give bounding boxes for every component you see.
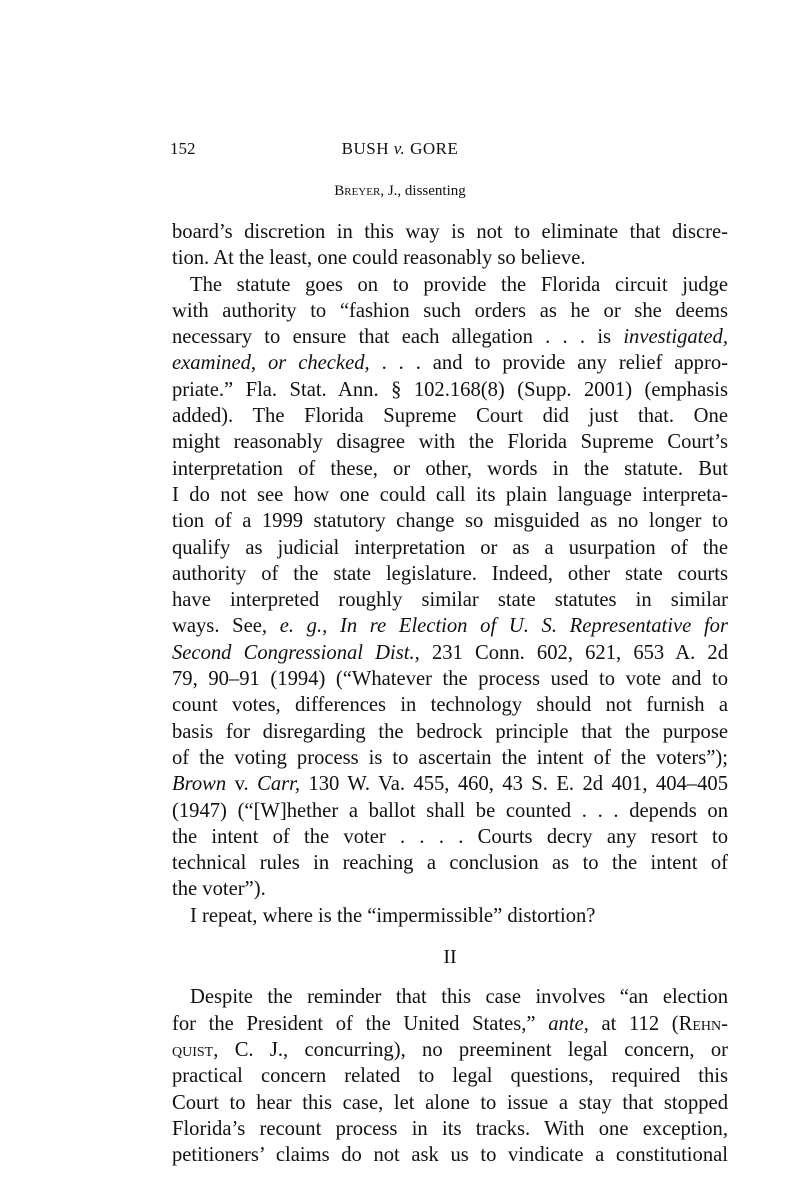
text-line (172, 640, 728, 666)
text-line: I do not see how one could call its plain language interpreta- (172, 483, 728, 506)
text-line: board’s discretion in this way is not to eliminate that discre- (172, 221, 728, 243)
text-line: (1947) (“[W]hether a ballot shall be counted . . . depends on (172, 799, 728, 822)
text-line: of the voting process is to ascertain the intent of the voters”); (172, 746, 728, 769)
text-line (172, 1037, 728, 1063)
text-line (172, 1011, 728, 1037)
page-number: 152 (170, 139, 196, 158)
running-head (0, 139, 800, 159)
text-line: count votes, differences in technology should not furnish a (172, 694, 728, 717)
text-run: ways. See, (172, 615, 280, 638)
text-line: the intent of the voter . . . . Courts decry any resort to (172, 825, 728, 848)
opinion-author: Breyer (334, 183, 381, 199)
justice-name: Rehn- (678, 1012, 728, 1035)
text-line: might reasonably disagree with the Florida Supreme Court’s (172, 431, 728, 454)
text-line: added). The Florida Supreme Court did just that. One (172, 405, 728, 428)
case-citation: Carr, (257, 773, 301, 796)
text-line (172, 324, 728, 350)
text-line (172, 771, 728, 797)
text-run: v. (226, 773, 258, 796)
running-title-post: GORE (405, 139, 459, 158)
text-line: priate.” Fla. Stat. Ann. § 102.168(8) (Supp. 2001) (emphasis (172, 378, 728, 401)
text-line: the voter”). (172, 878, 266, 901)
opinion-subhead (0, 183, 800, 200)
opinion-body (172, 219, 728, 1168)
text-line: Despite the reminder that this case involves “an election (190, 986, 728, 1009)
text-line: 79, 90–91 (1994) (“Whatever the process used to vote and to (172, 668, 728, 691)
emphasis-text: ante, (548, 1012, 589, 1035)
text-line: interpretation of these, or other, words in the statute. But (172, 457, 728, 480)
text-line: have interpreted roughly similar state statutes in similar (172, 589, 728, 612)
text-line: basis for disregarding the bedrock principle that the purpose (172, 720, 728, 743)
text-run: 231 Conn. 602, 621, 653 A. 2d (419, 641, 728, 664)
running-title-v: v. (393, 139, 406, 158)
text-line (172, 350, 728, 376)
text-line: petitioners’ claims do not ask us to vindicate a constitutional (172, 1144, 728, 1167)
text-line: tion of a 1999 statutory change so misguided as no longer to (172, 510, 728, 533)
text-run: 130 W. Va. 455, 460, 43 S. E. 2d 401, 404–405 (300, 773, 728, 796)
case-citation: Second Congressional Dist., (172, 641, 420, 664)
text-line (172, 613, 728, 639)
case-citation: e. g., In re Election of U. S. Representative for (279, 615, 728, 638)
emphasis-text: investigated, (623, 326, 728, 349)
running-title-pre: BUSH (341, 139, 394, 158)
case-citation: Brown (172, 773, 227, 796)
text-line: I repeat, where is the “impermissible” distortion? (190, 904, 596, 927)
text-run: at 112 ( (588, 1012, 679, 1035)
text-run: for the President of the United States,” (172, 1012, 549, 1035)
justice-name: quist (172, 1038, 214, 1061)
emphasis-text: examined, or checked, (172, 352, 370, 375)
text-run: . . . and to provide any relief appro- (369, 352, 728, 375)
text-line: Florida’s recount process in its tracks. With one exception, (172, 1117, 728, 1140)
text-run: , C. J., concurring), no preeminent legal concern, or (213, 1038, 728, 1061)
section-heading: II (443, 946, 457, 969)
text-line: technical rules in reaching a conclusion as to the intent of (172, 852, 728, 875)
opinion-suffix: , J., dissenting (380, 183, 466, 199)
text-line: qualify as judicial interpretation or as a usurpation of the (172, 536, 728, 559)
text-line: Court to hear this case, let alone to issue a stay that stopped (172, 1091, 728, 1114)
text-line: The statute goes on to provide the Florida circuit judge (190, 273, 728, 296)
text-line: tion. At the least, one could reasonably so believe. (172, 247, 586, 270)
text-run: necessary to ensure that each allegation . . . is (172, 326, 624, 349)
text-line: with authority to “fashion such orders as he or she deems (172, 299, 728, 322)
text-line: authority of the state legislature. Indeed, other state courts (172, 562, 728, 585)
text-line: practical concern related to legal questions, required this (172, 1065, 728, 1088)
